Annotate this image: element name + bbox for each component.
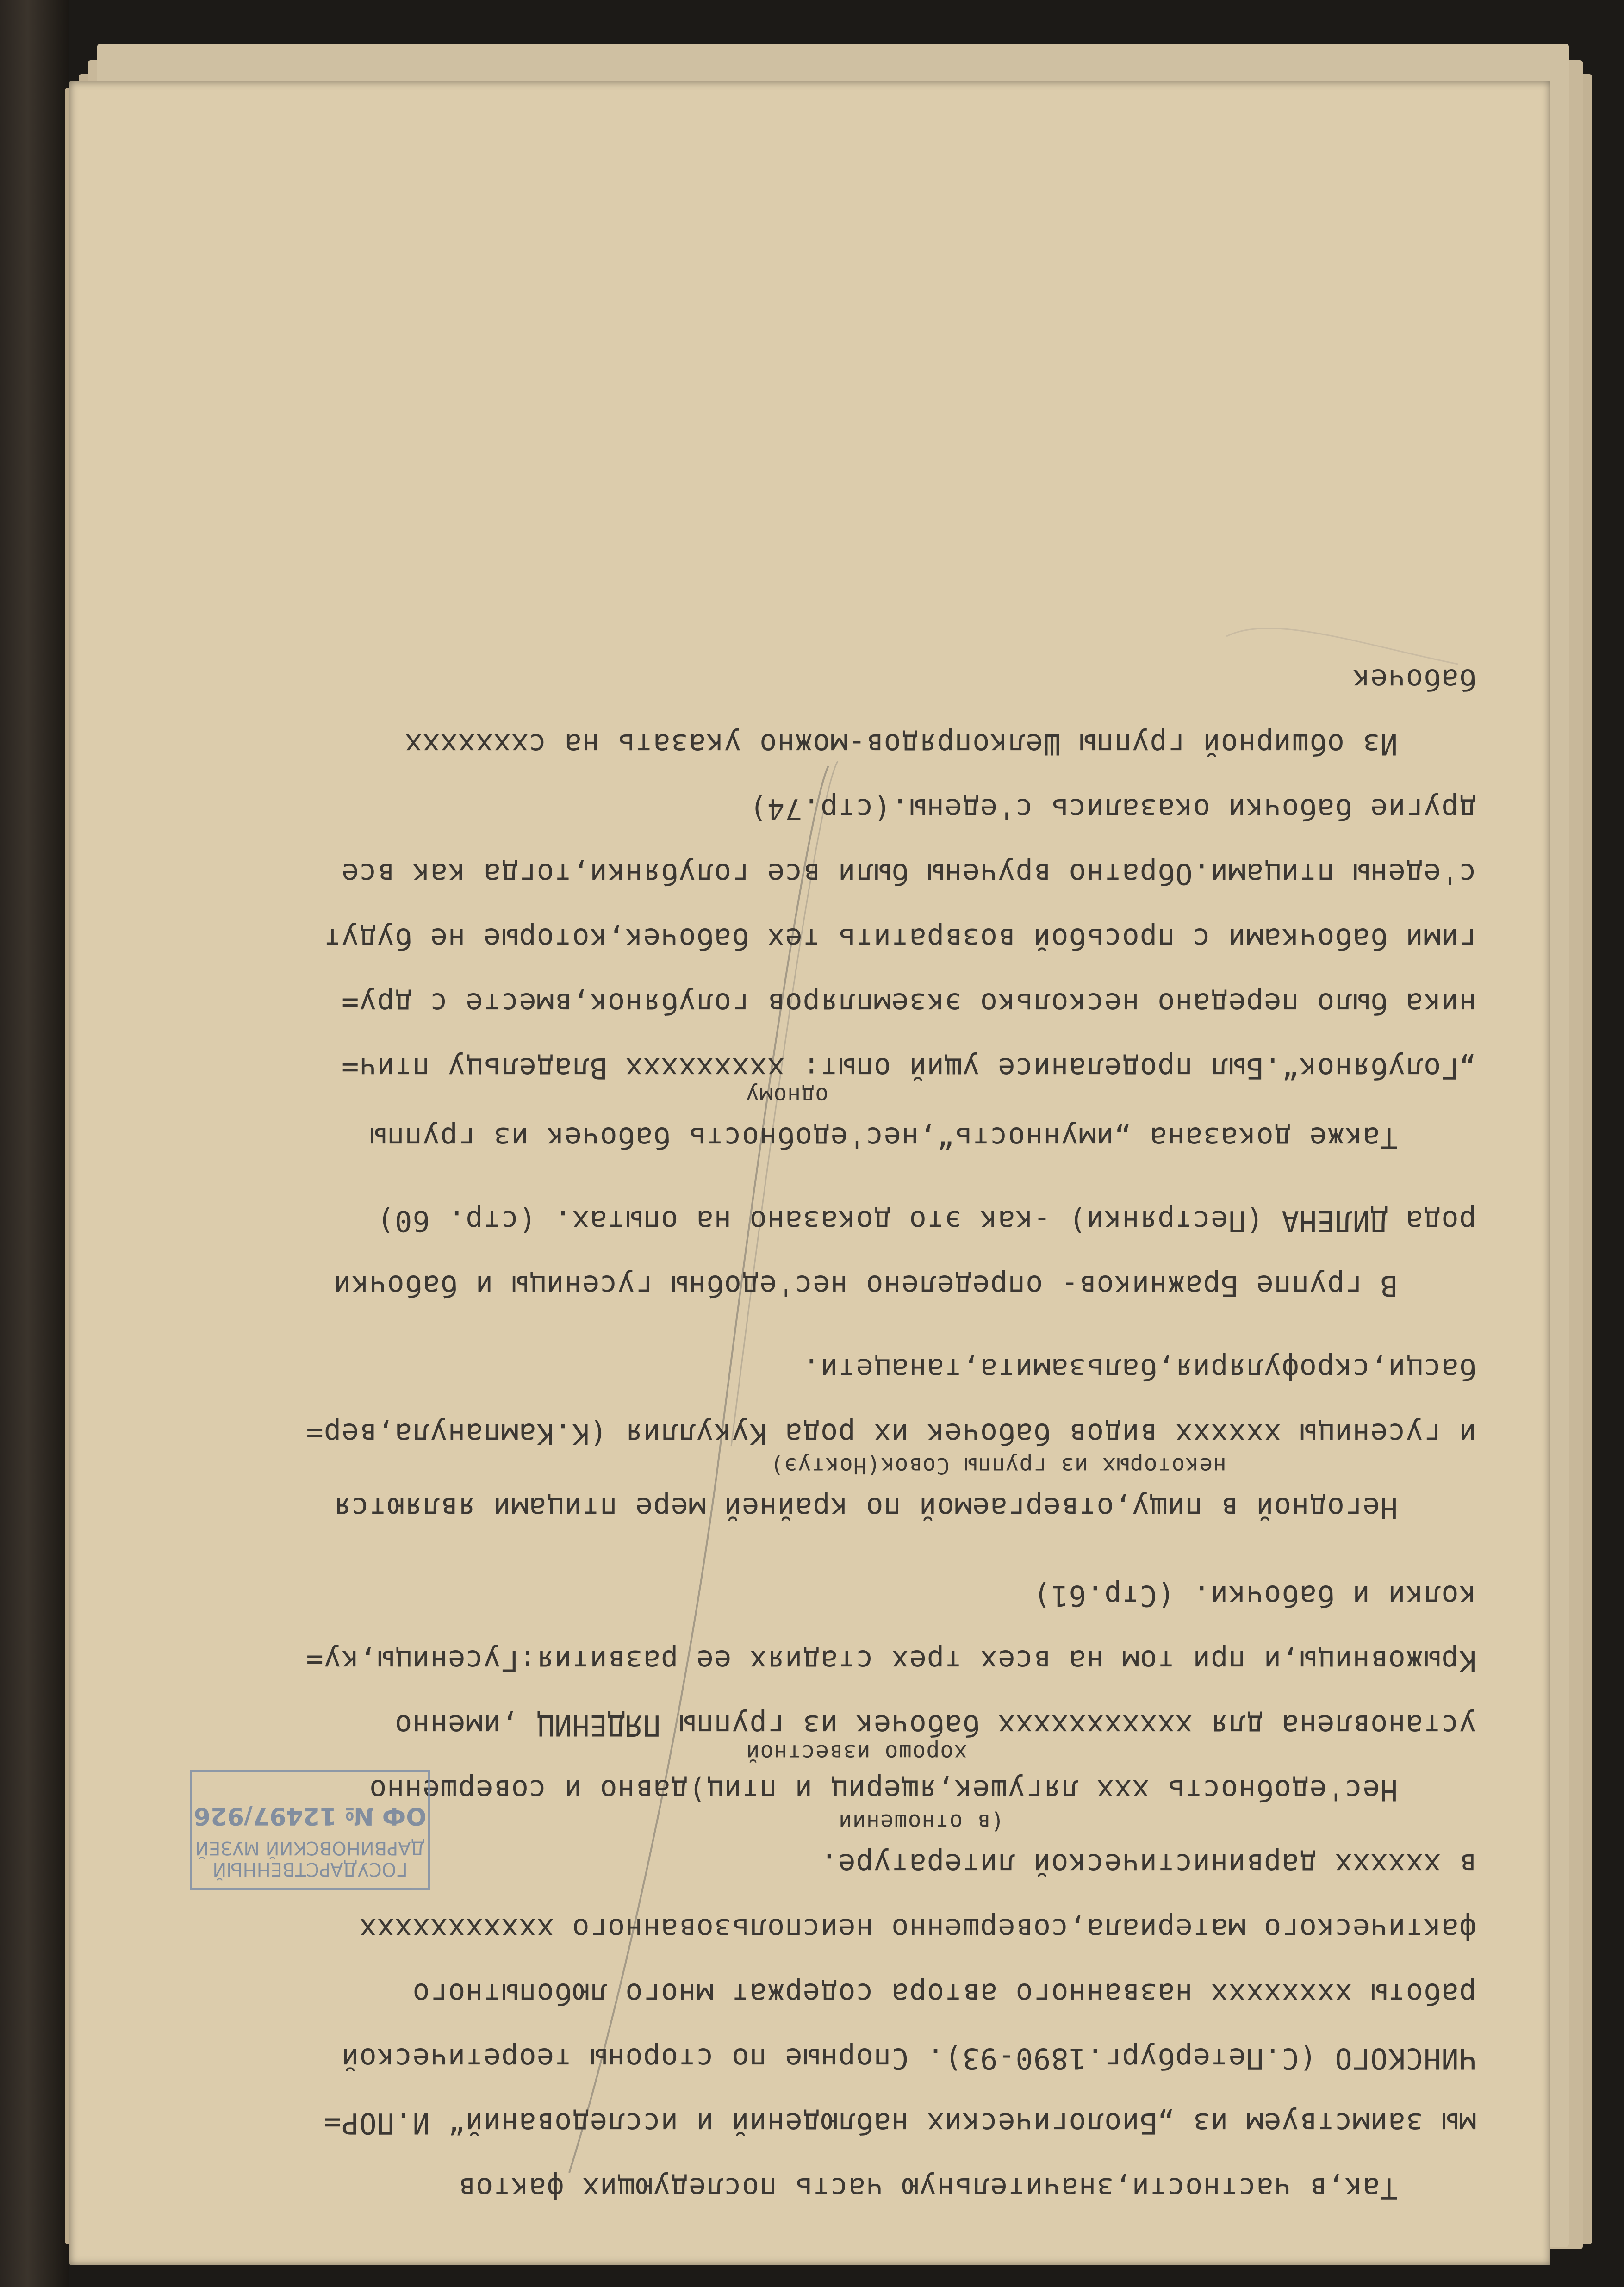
text-line: ЧИНСКОГО (С.Петербург.1890-93). Спорные по стороны теоретической bbox=[341, 2042, 1476, 2076]
text-line: Так,в частности,значительную часть последующих фактов bbox=[457, 2171, 1398, 2205]
text-line: Крыжовницы,и при том на всех трех стадиях ее развития:Гусеницы,ку= bbox=[305, 1644, 1476, 1678]
museum-stamp bbox=[190, 1770, 430, 1890]
text-line: фактического материала,совершенно неиспользованного ххххххххххх bbox=[359, 1912, 1476, 1946]
text-line: в хххххх дарвинистической литературе. bbox=[820, 1847, 1476, 1881]
text-line: Негодной в пищу,отвергаемой по крайней мере птицами являются bbox=[333, 1491, 1398, 1525]
text-line: рода ДИЛЕНА (Пестрянки) -как это доказано на опытах. (стр. 60) bbox=[376, 1204, 1476, 1238]
text-line: Из обширной группы Шелкопрядов-можно указать на сххххххх bbox=[404, 727, 1398, 761]
text-line: мы заимствуем из „Биологических наблюдений и исследований“ И.ПОР= bbox=[323, 2107, 1476, 2140]
text-line: басци,скрофулярия,бальзамита,танацети. bbox=[802, 1352, 1476, 1386]
stamp-line: ГОСУДАРСТВЕННЫЙ bbox=[212, 1858, 408, 1880]
text-line: с'едены птицами.Обратно вручены были все голубянки,тогда как все bbox=[341, 857, 1476, 891]
interlinear-insert: одному bbox=[745, 1082, 828, 1108]
text-line: бабочек bbox=[1352, 663, 1476, 696]
stamp-line: ДАРВИНОВСКИЙ МУЗЕЙ bbox=[195, 1837, 425, 1858]
text-line: другие бабочки оказались с'едены.(стр.74) bbox=[749, 792, 1476, 826]
text-line: „Голубянок“.Был проделанисе ущий опыт: ххххххххх Владельцу птич= bbox=[341, 1051, 1476, 1085]
binder-edge bbox=[0, 0, 69, 2287]
interlinear-insert: (в отношении bbox=[838, 1809, 1004, 1835]
interlinear-insert: хорошо известной bbox=[746, 1740, 967, 1765]
upside-down-text-block bbox=[69, 81, 1550, 2265]
text-line: ника было передано несколько экземпляров голубянок,вместе с дру= bbox=[341, 987, 1476, 1020]
interlinear-insert: некоторых из группы Совок(Ноктуэ) bbox=[770, 1453, 1226, 1479]
text-line: гими бабочками с просьбой возвратить тех бабочек,которые не будут bbox=[323, 922, 1476, 956]
text-line: В группе Бражников- определено нес'едобны гусеницы и бабочки bbox=[333, 1269, 1398, 1303]
text-line: Также доказана „имунность“,нес'едобность бабочек из группы bbox=[369, 1121, 1398, 1155]
stamp-inventory-number: ОФ № 12497/926 bbox=[193, 1802, 427, 1830]
text-line: установлена для ххххххххххх бабочек из группы ПЯДЕНИЦ ,именно bbox=[394, 1709, 1476, 1742]
text-line: работы хххххххх названного автора содержат много любопытного bbox=[412, 1977, 1476, 2011]
text-line: и гусеницы хххххх видов бабочек их рода Кукуллия (К.Кампанула,вер= bbox=[305, 1417, 1476, 1451]
document-page bbox=[69, 81, 1550, 2265]
text-line: Нес'едобность ххх лягушек,ящериц и птиц)давно и совершенно bbox=[369, 1773, 1398, 1807]
text-line: колки и бабочки. (Стр.61) bbox=[1033, 1579, 1476, 1613]
